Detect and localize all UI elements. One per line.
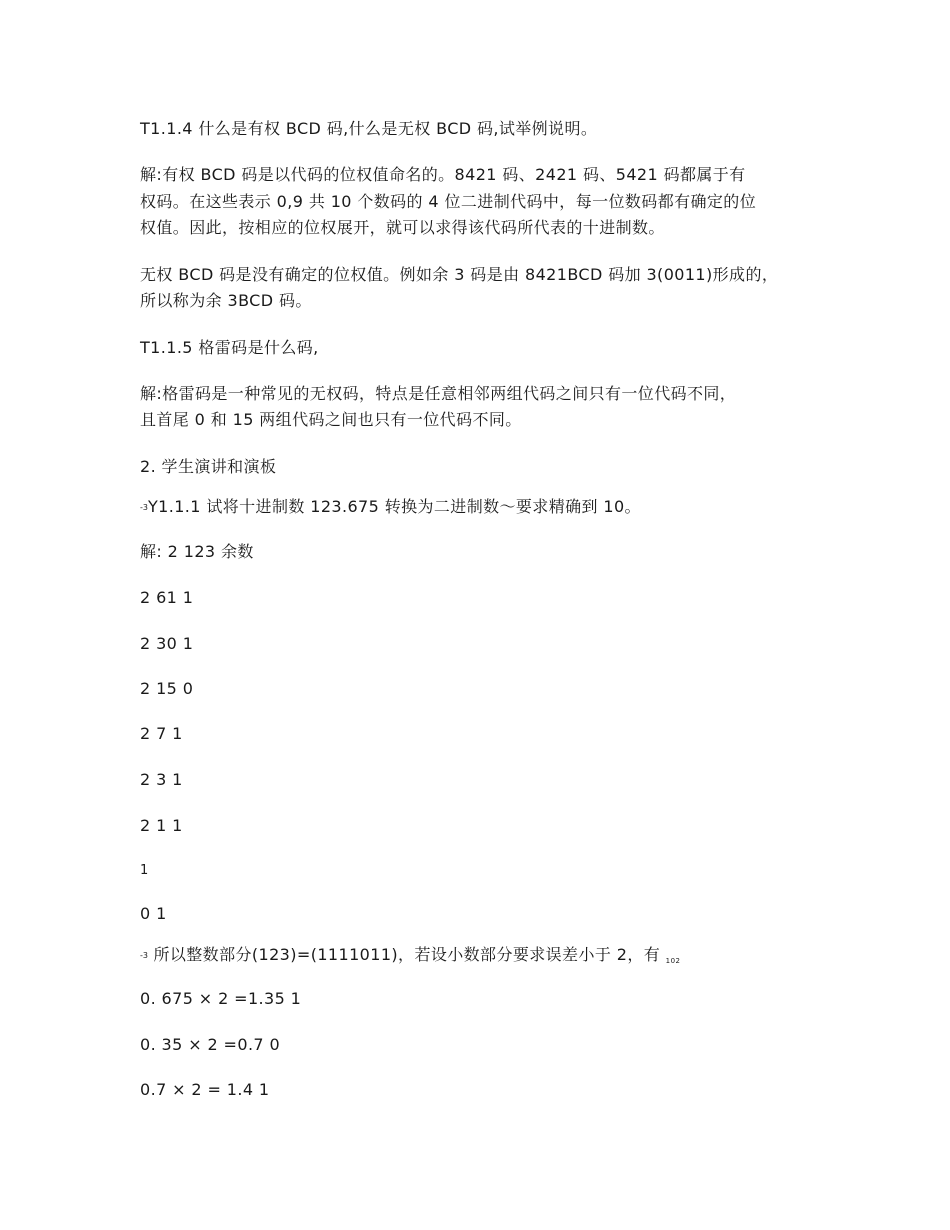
answer-t114-line-3: 权值。因此，按相应的位权展开，就可以求得该代码所代表的十进制数。 [140,218,665,237]
exponent-prefix: -3 [140,503,148,512]
exponent-prefix: -3 [140,951,148,960]
division-row: 2 3 1 [140,770,183,789]
question-title-t114: T1.1.4 什么是有权 BCD 码,什么是无权 BCD 码,试举例说明。 [140,119,598,138]
question-title-t115: T1.1.5 格雷码是什么码, [140,338,319,357]
answer-t114-para2-line-2: 所以称为余 3BCD 码。 [140,291,312,310]
fraction-row: 0. 35 × 2 =0.7 0 [140,1035,281,1054]
division-header: 解: 2 123 余数 [140,542,254,561]
fraction-row: 0. 675 × 2 =1.35 1 [140,989,302,1008]
fraction-row: 0.7 × 2 = 1.4 1 [140,1080,270,1099]
division-row: 2 15 0 [140,679,194,698]
answer-t115-line-1: 解:格雷码是一种常见的无权码，特点是任意相邻两组代码之间只有一位代码不同， [140,384,737,403]
division-row: 2 61 1 [140,588,194,607]
answer-t114-para2-line-1: 无权 BCD 码是没有确定的位权值。例如余 3 码是由 8421BCD 码加 3(0011)形成的， [140,265,779,284]
answer-t115-line-2: 且首尾 0 和 15 两组代码之间也只有一位代码不同。 [140,410,522,429]
question-title-y111 [140,495,641,520]
lone-digit: 1 [140,863,149,878]
question-title-y111-text: Y1.1.1 试将十进制数 123.675 转换为二进制数～要求精确到 10。 [147,497,641,516]
division-row: 2 1 1 [140,816,183,835]
answer-t114-line-1: 解:有权 BCD 码是以代码的位权值命名的。8421 码、2421 码、5421 码都属于有 [140,165,746,184]
integer-result [140,943,681,973]
division-row: 2 30 1 [140,634,194,653]
division-row: 2 7 1 [140,724,183,743]
division-last-row: 0 1 [140,904,167,923]
integer-result-text: 所以整数部分(123)=(1111011)，若设小数部分要求误差小于 2，有 [153,945,661,964]
section-heading: 2. 学生演讲和演板 [140,457,277,476]
exponent-suffix: 102 [665,957,681,965]
answer-t114-line-2: 权码。在这些表示 0,9 共 10 个数码的 4 位二进制代码中，每一位数码都有确定的位 [140,192,757,211]
